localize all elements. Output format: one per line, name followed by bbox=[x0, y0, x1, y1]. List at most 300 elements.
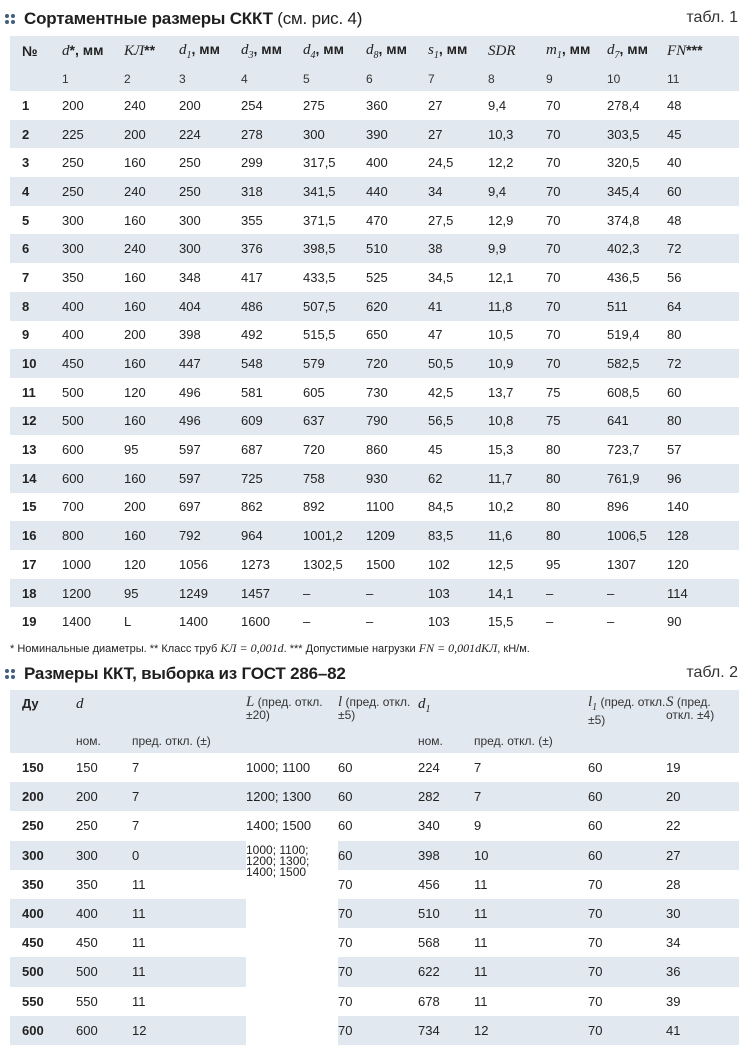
row-number-cell: 18 bbox=[10, 579, 62, 608]
table-cell: 70 bbox=[546, 120, 607, 149]
table-cell: 350 bbox=[76, 876, 98, 892]
table-cell: 15,3 bbox=[488, 442, 514, 458]
table-cell: 519,4 bbox=[607, 327, 640, 343]
table-row bbox=[10, 521, 739, 550]
table-cell: 417 bbox=[241, 269, 263, 285]
table1-title: Сортаментные размеры СККТ (см. рис. 4) bbox=[24, 9, 363, 28]
table2-header bbox=[0, 663, 746, 685]
table-cell: 398 bbox=[179, 327, 201, 343]
table-cell: 758 bbox=[303, 464, 366, 493]
table-cell: 761,9 bbox=[607, 464, 667, 493]
column-number-cell bbox=[10, 66, 62, 91]
row-number-cell: 15 bbox=[22, 499, 37, 515]
table-cell: 56 bbox=[667, 269, 682, 285]
table-cell: 486 bbox=[241, 292, 303, 321]
table-cell: 11 bbox=[132, 899, 246, 928]
table-cell: 102 bbox=[428, 556, 450, 572]
table-cell: 224 bbox=[418, 760, 440, 776]
table-cell: 11 bbox=[132, 957, 246, 986]
table-cell: 7 bbox=[132, 760, 140, 776]
table-cell: 12,2 bbox=[488, 155, 514, 171]
table-cell: 13,7 bbox=[488, 384, 514, 400]
table-cell: 40 bbox=[667, 155, 682, 171]
col-header-d1: $d_1$ bbox=[418, 690, 588, 728]
col-header-d: d bbox=[76, 690, 246, 728]
table-cell: 11,7 bbox=[488, 464, 546, 493]
table-cell: 725 bbox=[241, 464, 303, 493]
table-cell: 224 bbox=[179, 120, 241, 149]
table-cell: – bbox=[607, 579, 667, 608]
col-header-s1: $s_1$, мм bbox=[428, 36, 488, 66]
table-cell: 9,4 bbox=[488, 177, 546, 206]
column-number-cell: 2 bbox=[124, 66, 179, 91]
table-cell: 12,9 bbox=[488, 212, 514, 228]
table-cell: 128 bbox=[667, 521, 739, 550]
table-cell: 27 bbox=[428, 120, 488, 149]
table-cell: 41 bbox=[666, 1016, 739, 1045]
table-cell: 11 bbox=[132, 935, 146, 951]
table-row bbox=[10, 550, 739, 579]
table-cell: 12,1 bbox=[488, 269, 514, 285]
table-cell: 500 bbox=[62, 384, 84, 400]
table-cell: 56,5 bbox=[428, 407, 488, 436]
table-cell: 95 bbox=[124, 442, 139, 458]
table-cell: 70 bbox=[588, 1016, 666, 1045]
table-cell: 70 bbox=[338, 935, 353, 951]
col-header-kl: КЛ** bbox=[124, 36, 179, 66]
table-cell: – bbox=[303, 579, 366, 608]
table-cell: 103 bbox=[428, 579, 488, 608]
table-cell: 83,5 bbox=[428, 521, 488, 550]
table-cell: 70 bbox=[546, 269, 561, 285]
table-cell: 70 bbox=[546, 97, 561, 113]
table-cell: 80 bbox=[667, 327, 682, 343]
table-cell: 1056 bbox=[179, 556, 208, 572]
table-row bbox=[10, 349, 739, 378]
table-cell: 240 bbox=[124, 97, 146, 113]
table-cell: 27,5 bbox=[428, 212, 454, 228]
table-cell: 160 bbox=[124, 349, 179, 378]
du-cell: 150 bbox=[22, 760, 44, 776]
table-cell: 862 bbox=[241, 499, 263, 515]
table-cell: 720 bbox=[303, 442, 325, 458]
table-cell: 50,5 bbox=[428, 349, 488, 378]
table-cell: 400 bbox=[76, 899, 132, 928]
table-cell: 60 bbox=[667, 384, 682, 400]
table-cell: 404 bbox=[179, 292, 241, 321]
table-row bbox=[10, 407, 739, 436]
table-cell: 24,5 bbox=[428, 155, 454, 171]
table-cell: 650 bbox=[366, 327, 388, 343]
table-cell: 1006,5 bbox=[607, 521, 667, 550]
column-number-cell: 3 bbox=[179, 66, 241, 91]
col-header-m1: $m_1$, мм bbox=[546, 36, 607, 66]
col-header-d8: $d_8$, мм bbox=[366, 36, 428, 66]
table-cell: 376 bbox=[241, 234, 303, 263]
du-cell: 200 bbox=[10, 782, 76, 811]
table-cell: 637 bbox=[303, 407, 366, 436]
table-cell: 10,9 bbox=[488, 349, 546, 378]
table-cell: 12 bbox=[132, 1016, 246, 1045]
table-cell: 1500 bbox=[366, 556, 395, 572]
table-row bbox=[10, 148, 739, 177]
column-number-cell: 4 bbox=[241, 66, 303, 91]
col-header-d: d*, мм bbox=[62, 36, 124, 66]
table-cell: 11 bbox=[132, 993, 146, 1009]
table-row bbox=[10, 120, 739, 149]
table-cell: 608,5 bbox=[607, 384, 640, 400]
table-cell: 9,9 bbox=[488, 234, 546, 263]
table2-title: Размеры ККТ, выборка из ГОСТ 286–82 bbox=[24, 664, 346, 683]
table-cell: 579 bbox=[303, 349, 366, 378]
table-cell: – bbox=[303, 614, 311, 630]
table-cell: 510 bbox=[418, 899, 474, 928]
row-number-cell: 9 bbox=[22, 327, 30, 343]
row-number-cell: 17 bbox=[22, 556, 37, 572]
table-cell: 600 bbox=[62, 464, 124, 493]
table-cell: 622 bbox=[418, 957, 474, 986]
table-cell: 11 bbox=[474, 899, 588, 928]
table-row bbox=[10, 1016, 739, 1045]
table1-header-row bbox=[10, 36, 739, 66]
table-cell: 39 bbox=[666, 993, 681, 1009]
row-number-cell: 19 bbox=[22, 614, 37, 630]
table-cell: 57 bbox=[667, 442, 682, 458]
table-cell: 300 bbox=[62, 234, 124, 263]
table-cell: 45 bbox=[428, 442, 443, 458]
table-cell: 70 bbox=[338, 957, 418, 986]
table-cell: 930 bbox=[366, 464, 428, 493]
table-cell: 103 bbox=[428, 614, 450, 630]
table-row bbox=[10, 321, 739, 350]
table-cell: 450 bbox=[76, 935, 98, 951]
table-cell: 60 bbox=[667, 177, 739, 206]
table-cell: 402,3 bbox=[607, 234, 667, 263]
table-cell: 11,8 bbox=[488, 292, 546, 321]
table-cell: 1273 bbox=[241, 556, 270, 572]
table-cell: 275 bbox=[303, 97, 325, 113]
subheader-d-dev: пред. откл. (±) bbox=[132, 728, 246, 753]
col-header-L: L (пред. откл. ±20) bbox=[246, 690, 338, 753]
col-header-S: S (пред. откл. ±4) bbox=[666, 690, 739, 753]
four-dot-bullet-icon bbox=[5, 14, 16, 25]
table-cell: 723,7 bbox=[607, 442, 640, 458]
row-number-cell: 6 bbox=[10, 234, 62, 263]
table-cell: 60 bbox=[338, 818, 353, 834]
table-cell: 400 bbox=[366, 155, 388, 171]
col-header-fn: FN*** bbox=[667, 36, 739, 66]
table-cell: 36 bbox=[666, 957, 739, 986]
row-number-cell: 8 bbox=[10, 292, 62, 321]
table-cell: 548 bbox=[241, 349, 303, 378]
table-cell: 860 bbox=[366, 442, 388, 458]
table-cell: 697 bbox=[179, 499, 201, 515]
col-header-d3: $d_3$, мм bbox=[241, 36, 303, 66]
table-cell: 605 bbox=[303, 384, 325, 400]
row-number-cell: 5 bbox=[22, 212, 30, 228]
table-cell: 160 bbox=[124, 407, 179, 436]
row-number-cell: 1 bbox=[22, 97, 30, 113]
table-cell: 12 bbox=[474, 1016, 588, 1045]
table-cell: 496 bbox=[179, 407, 241, 436]
table-cell: 600 bbox=[76, 1016, 132, 1045]
table-cell: 1400 bbox=[179, 614, 208, 630]
table-cell: 496 bbox=[179, 384, 201, 400]
table-cell: 34 bbox=[428, 177, 488, 206]
col-header-d4: $d_4$, мм bbox=[303, 36, 366, 66]
table-cell: 160 bbox=[124, 292, 179, 321]
table-cell: 1200 bbox=[62, 579, 124, 608]
col-header-number: № bbox=[10, 36, 62, 66]
table-cell: 70 bbox=[546, 349, 607, 378]
table-cell: 734 bbox=[418, 1016, 474, 1045]
table1-footnote: * Номинальные диаметры. ** Класс труб КЛ = 0,001d. *** Допустимые нагрузки FN = 0,001dКЛ, кН/м. bbox=[10, 641, 530, 655]
row-number-cell: 16 bbox=[10, 521, 62, 550]
table-cell: 90 bbox=[667, 614, 682, 630]
table-cell: 30 bbox=[666, 899, 739, 928]
table-cell: 581 bbox=[241, 384, 263, 400]
table2-label: табл. 2 bbox=[686, 664, 738, 681]
table-row bbox=[10, 177, 739, 206]
table-cell: 160 bbox=[124, 155, 146, 171]
table-cell: 60 bbox=[588, 818, 603, 834]
column-number-cell: 11 bbox=[667, 66, 739, 91]
subheader-d-nom: ном. bbox=[76, 728, 132, 753]
column-number-cell: 1 bbox=[62, 66, 124, 91]
table-row bbox=[10, 811, 739, 840]
table-cell: 200 bbox=[62, 97, 84, 113]
col-header-sdr: SDR bbox=[488, 36, 546, 66]
table-cell: 150 bbox=[76, 760, 98, 776]
table-cell: 70 bbox=[588, 876, 603, 892]
table2-header-row bbox=[10, 690, 739, 728]
table-cell: 7 bbox=[474, 760, 482, 776]
table-cell: 9 bbox=[474, 818, 482, 834]
table-cell: 371,5 bbox=[303, 212, 336, 228]
table-cell: 84,5 bbox=[428, 499, 454, 515]
table-cell: 11 bbox=[132, 876, 146, 892]
table-cell: 70 bbox=[338, 993, 353, 1009]
table-cell: – bbox=[366, 579, 428, 608]
table-cell: – bbox=[546, 579, 607, 608]
table-cell: 1000 bbox=[62, 556, 91, 572]
table-cell: 1001,2 bbox=[303, 521, 366, 550]
table-cell: 450 bbox=[62, 349, 124, 378]
table-cell: 320,5 bbox=[607, 155, 640, 171]
table-cell: 200 bbox=[76, 782, 132, 811]
table-cell: 200 bbox=[124, 120, 179, 149]
column-number-cell: 6 bbox=[366, 66, 428, 91]
table-cell: 28 bbox=[666, 876, 681, 892]
table-cell: 250 bbox=[62, 155, 84, 171]
table-cell: 11 bbox=[474, 957, 588, 986]
table-cell: 27 bbox=[666, 841, 739, 870]
table-cell: 10,2 bbox=[488, 499, 514, 515]
row-number-cell: 4 bbox=[10, 177, 62, 206]
table-row bbox=[10, 782, 739, 811]
table-row bbox=[10, 899, 739, 928]
table-cell: 299 bbox=[241, 155, 263, 171]
table-cell: 60 bbox=[338, 841, 418, 870]
row-number-cell: 3 bbox=[22, 155, 30, 171]
table-cell: 390 bbox=[366, 120, 428, 149]
table-cell: 800 bbox=[62, 521, 124, 550]
table-cell: 160 bbox=[124, 464, 179, 493]
row-number-cell: 7 bbox=[22, 269, 30, 285]
table-cell: 34,5 bbox=[428, 269, 454, 285]
table-cell: 70 bbox=[588, 935, 603, 951]
subheader-d1-nom: ном. bbox=[418, 728, 474, 753]
four-dot-bullet-icon bbox=[5, 669, 16, 680]
table-cell: 75 bbox=[546, 384, 561, 400]
table-cell: 550 bbox=[76, 993, 98, 1009]
table-row bbox=[10, 206, 739, 235]
table-cell: 47 bbox=[428, 327, 443, 343]
table-cell: 80 bbox=[667, 407, 739, 436]
col-header-d7: $d_7$, мм bbox=[607, 36, 667, 66]
table-cell: 200 bbox=[124, 499, 146, 515]
table-cell: 896 bbox=[607, 499, 629, 515]
table-cell: 318 bbox=[241, 177, 303, 206]
table-cell: L bbox=[124, 614, 132, 630]
du-cell: 250 bbox=[22, 818, 44, 834]
table-cell: 70 bbox=[546, 292, 607, 321]
table-cell: 240 bbox=[124, 177, 179, 206]
table-cell: 225 bbox=[62, 120, 124, 149]
table-cell: 340 bbox=[418, 818, 440, 834]
table-cell: 525 bbox=[366, 269, 388, 285]
table-cell: 41 bbox=[428, 292, 488, 321]
table-cell: 360 bbox=[366, 97, 388, 113]
table-cell: 641 bbox=[607, 407, 667, 436]
table-cell: 48 bbox=[667, 212, 682, 228]
table-cell: 70 bbox=[546, 177, 607, 206]
table-cell: 240 bbox=[124, 234, 179, 263]
table-cell: 7 bbox=[132, 782, 246, 811]
table-cell: 95 bbox=[546, 556, 561, 572]
table-cell: 300 bbox=[303, 120, 366, 149]
table-cell: 22 bbox=[666, 818, 681, 834]
row-number-cell: 13 bbox=[22, 442, 37, 458]
col-header-l: l (пред. откл. ±5) bbox=[338, 690, 418, 753]
table-cell: 511 bbox=[607, 292, 667, 321]
table-cell: 42,5 bbox=[428, 384, 454, 400]
table-cell: 700 bbox=[62, 499, 84, 515]
table-cell: 45 bbox=[667, 120, 739, 149]
col-header-d1: $d_1$, мм bbox=[179, 36, 241, 66]
table-cell: 730 bbox=[366, 384, 388, 400]
table-cell: 34 bbox=[666, 935, 681, 951]
table2 bbox=[10, 690, 739, 1045]
table-row bbox=[10, 464, 739, 493]
table-row bbox=[10, 841, 739, 870]
row-number-cell: 11 bbox=[22, 384, 36, 400]
table-cell: 7 bbox=[474, 782, 588, 811]
table-cell: 70 bbox=[546, 234, 607, 263]
table-cell: 300 bbox=[76, 841, 132, 870]
table-cell: 9,4 bbox=[488, 97, 507, 113]
table-row bbox=[10, 91, 739, 120]
table-cell: 96 bbox=[667, 464, 739, 493]
table-cell: 10 bbox=[474, 841, 588, 870]
table-cell: 250 bbox=[179, 177, 241, 206]
table-cell: – bbox=[546, 614, 554, 630]
table-cell: 892 bbox=[303, 499, 325, 515]
table-cell: 609 bbox=[241, 407, 303, 436]
table-cell: 300 bbox=[179, 212, 201, 228]
table-cell: 12,5 bbox=[488, 556, 514, 572]
table-cell: 160 bbox=[124, 269, 146, 285]
table-cell: – bbox=[366, 614, 374, 630]
table-cell: 75 bbox=[546, 407, 607, 436]
table-cell: 1457 bbox=[241, 579, 303, 608]
table-cell: 19 bbox=[666, 760, 681, 776]
table-row bbox=[10, 292, 739, 321]
table-cell: 70 bbox=[588, 899, 666, 928]
table-cell: 964 bbox=[241, 521, 303, 550]
table-cell: 70 bbox=[338, 876, 353, 892]
table-cell: 0 bbox=[132, 841, 246, 870]
table-cell: 317,5 bbox=[303, 155, 336, 171]
table-cell: 500 bbox=[62, 407, 124, 436]
column-number-cell: 10 bbox=[607, 66, 667, 91]
table-cell: 27 bbox=[428, 97, 443, 113]
table1-header bbox=[0, 8, 746, 30]
du-cell: 500 bbox=[10, 957, 76, 986]
table-cell: 11 bbox=[474, 935, 488, 951]
du-cell: 450 bbox=[22, 935, 44, 951]
table-cell: 398,5 bbox=[303, 234, 366, 263]
table-cell: 60 bbox=[588, 782, 666, 811]
table-cell: 250 bbox=[76, 818, 98, 834]
table1 bbox=[10, 36, 739, 636]
table-cell: 80 bbox=[546, 499, 561, 515]
table-cell: 300 bbox=[179, 234, 241, 263]
table-cell: 597 bbox=[179, 464, 241, 493]
table-cell: 278,4 bbox=[607, 97, 640, 113]
table-cell: 348 bbox=[179, 269, 201, 285]
table-cell: 10,5 bbox=[488, 327, 514, 343]
table-cell: 11 bbox=[474, 876, 488, 892]
table-cell: 80 bbox=[546, 464, 607, 493]
table-cell: 400 bbox=[62, 327, 84, 343]
table-cell: 200 bbox=[179, 97, 201, 113]
table-cell: – bbox=[607, 614, 615, 630]
table-row bbox=[10, 263, 739, 292]
table-row bbox=[10, 607, 739, 636]
du-cell: 350 bbox=[22, 876, 44, 892]
table-row bbox=[10, 753, 739, 782]
table-cell: 515,5 bbox=[303, 327, 336, 343]
table-cell: 64 bbox=[667, 292, 739, 321]
table-cell: 440 bbox=[366, 177, 428, 206]
table-cell: 80 bbox=[546, 521, 607, 550]
col-header-du: Ду bbox=[10, 690, 76, 728]
table-cell: 1600 bbox=[241, 614, 270, 630]
du-cell: 300 bbox=[10, 841, 76, 870]
du-cell: 400 bbox=[10, 899, 76, 928]
table-cell: 120 bbox=[124, 384, 146, 400]
table-cell: 278 bbox=[241, 120, 303, 149]
table-cell: 254 bbox=[241, 97, 263, 113]
table-cell: 20 bbox=[666, 782, 739, 811]
table-cell: 1400 bbox=[62, 614, 91, 630]
table-cell: 500 bbox=[76, 957, 132, 986]
table-cell: 282 bbox=[418, 782, 474, 811]
table-cell: 355 bbox=[241, 212, 263, 228]
table1-label: табл. 1 bbox=[686, 9, 738, 26]
table-cell: 398 bbox=[418, 841, 474, 870]
